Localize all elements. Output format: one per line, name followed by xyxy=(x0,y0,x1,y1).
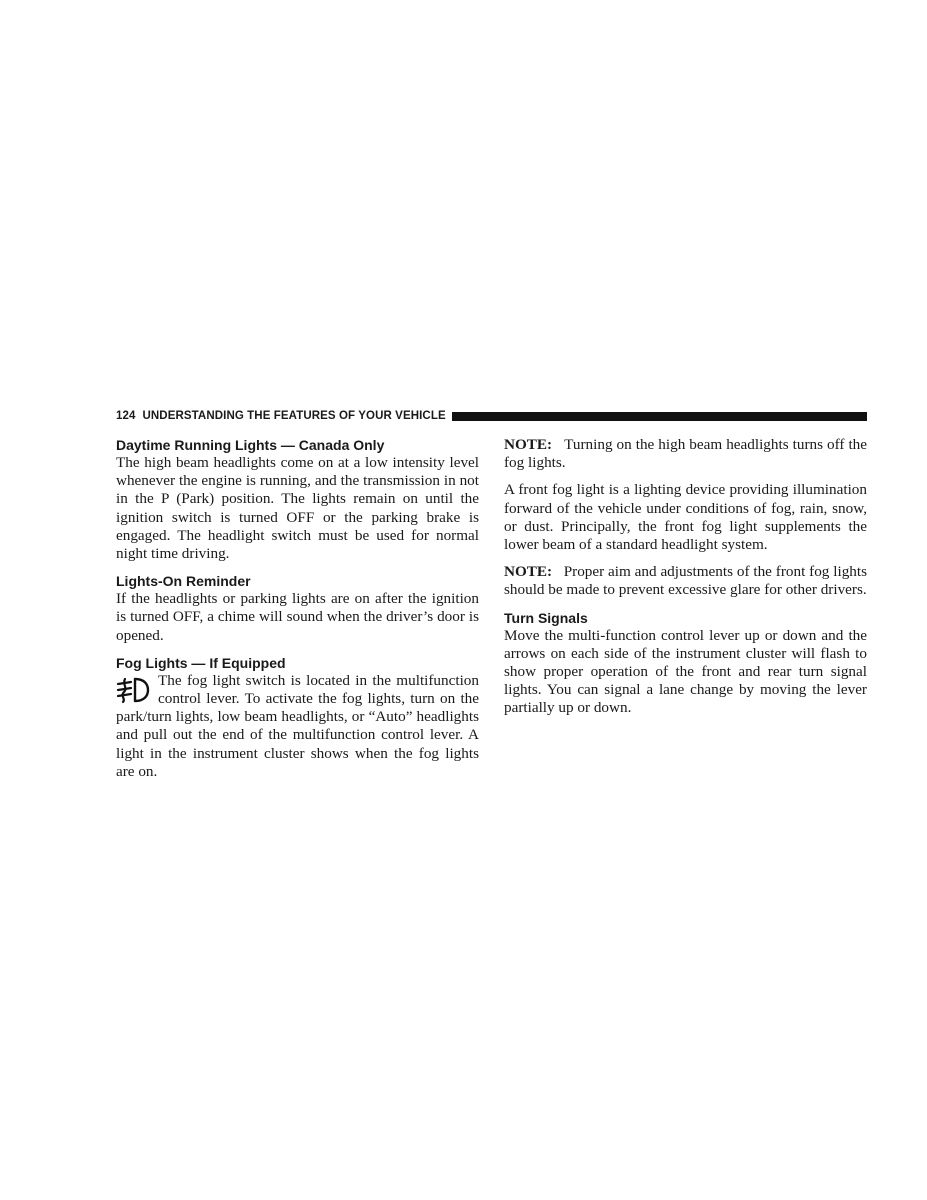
note-text: Proper aim and adjustments of the front fog lights should be made to prevent excessive glare for other drivers. xyxy=(504,563,868,599)
right-column xyxy=(504,436,867,718)
drl-body: The high beam headlights come on at a low intensity level whenever the engine is running, and the transmission in not in the P (Park) position. The lights remain on until the ignition switch is turned OFF or the parking brake is engaged. The headlight switch must be used for normal night time driving. xyxy=(116,454,479,563)
note-label: NOTE: xyxy=(504,436,553,453)
drl-heading: Daytime Running Lights — Canada Only xyxy=(116,437,385,453)
chapter-title: UNDERSTANDING THE FEATURES OF YOUR VEHICLE xyxy=(142,410,446,422)
turn-signals-body: Move the multi-function control lever up or down and the arrows on each side of the instrument cluster will flash to show proper operation of the front and rear turn signal lights. You can signal a lane change by moving the lever partially up or down. xyxy=(504,626,867,717)
fog-heading: Fog Lights — If Equipped xyxy=(116,654,286,671)
fog-body: The fog light switch is located in the multifunction control lever. To activate the fog lights, turn on the park/turn lights, low beam headlights, or “Auto” headlights and pull out the end of the multifunction control lever. A light in the instrument cluster shows when the fog lights are on. xyxy=(116,671,479,780)
reminder-body: If the headlights or parking lights are on after the ignition is turned OFF, a chime will sound when the driver’s door is opened. xyxy=(116,590,479,644)
fog-light-icon xyxy=(116,676,150,704)
fog-section xyxy=(116,672,479,781)
reminder-heading: Lights-On Reminder xyxy=(116,573,251,590)
page-header xyxy=(116,408,867,424)
fog-description: A front fog light is a lighting device providing illumination forward of the vehicle under conditions of fog, rain, snow, or dust. Principally, the front fog light supplements the lower beam of a standard headlight system. xyxy=(504,481,867,554)
page-number: 124 xyxy=(116,410,136,422)
turn-signals-heading: Turn Signals xyxy=(504,609,588,626)
left-column xyxy=(116,436,479,781)
header-rule xyxy=(452,412,867,421)
note-text: Turning on the high beam headlights turns off the fog lights. xyxy=(504,436,868,472)
note-label: NOTE: xyxy=(504,563,553,581)
note-aim xyxy=(504,563,867,599)
note-high-beam xyxy=(504,436,867,472)
